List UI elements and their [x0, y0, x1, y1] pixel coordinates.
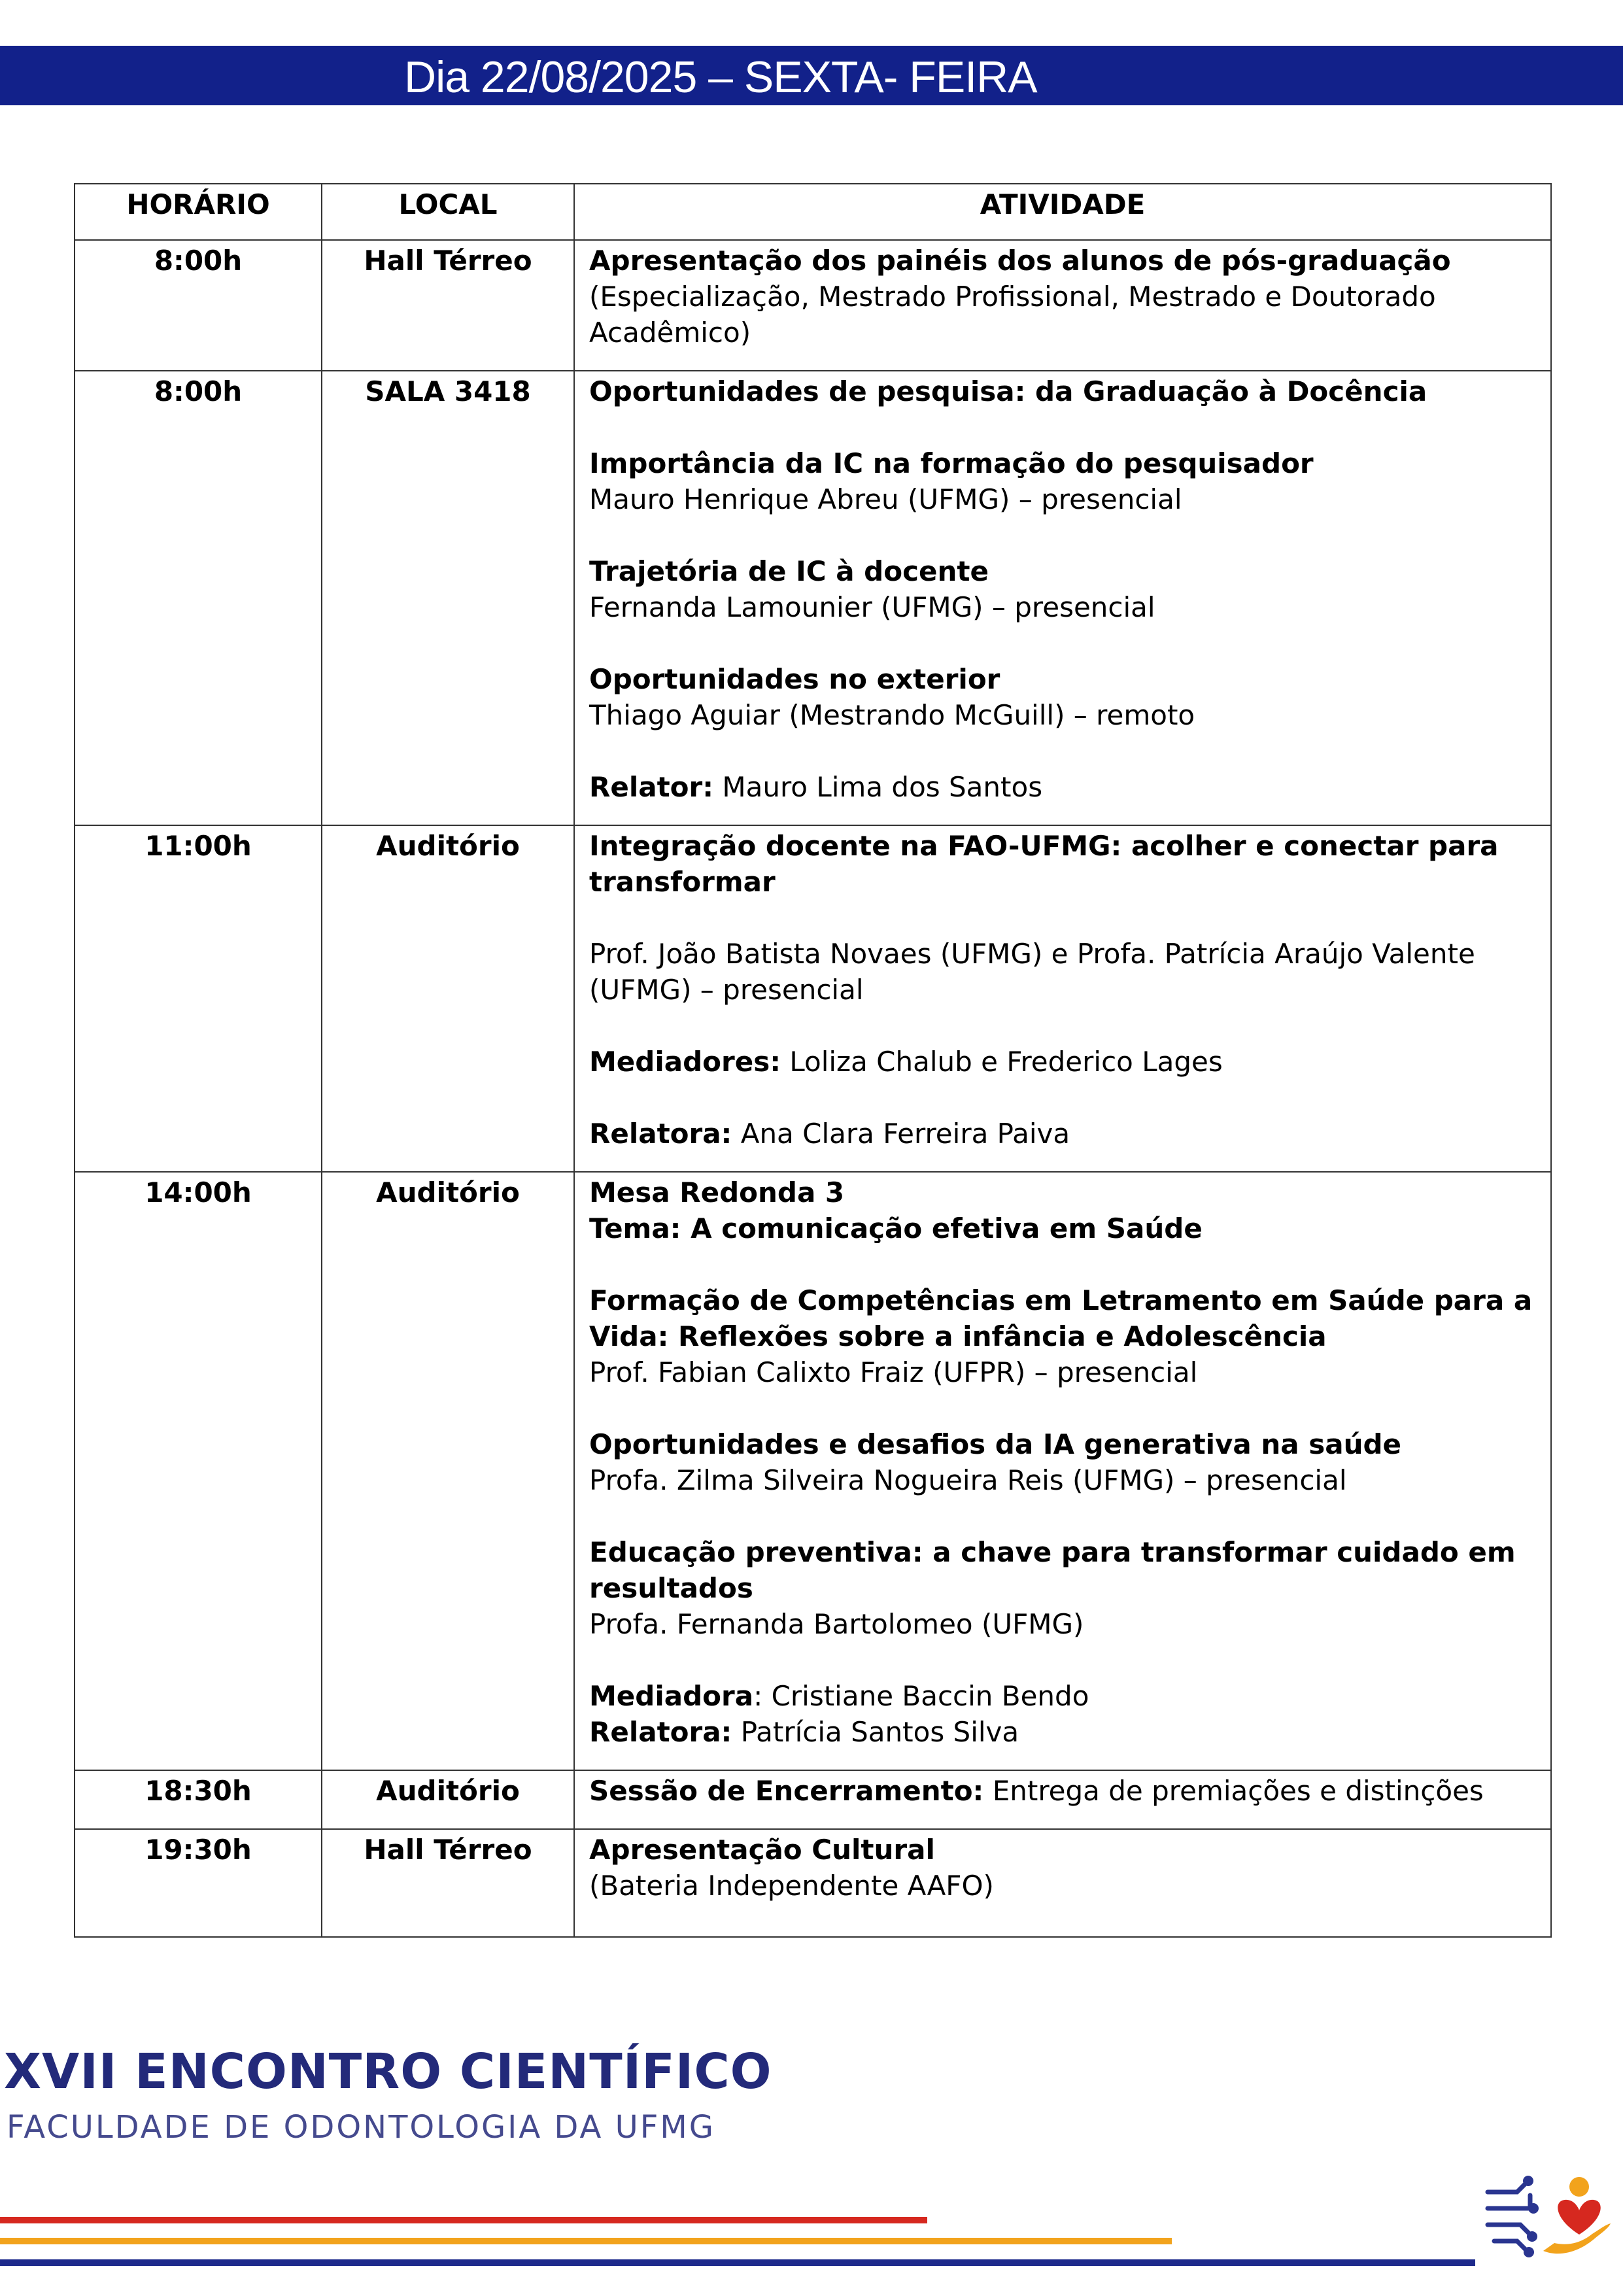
row-time: 19:30h — [75, 1829, 322, 1937]
relator-line — [589, 769, 1537, 805]
event-name: XVII ENCONTRO CIENTÍFICO — [4, 2044, 772, 2100]
activity-title: Apresentação dos painéis dos alunos de pós-graduação — [589, 245, 1451, 277]
column-header-place: LOCAL — [322, 184, 574, 240]
table-row — [75, 1829, 1551, 1937]
row-place: Auditório — [322, 1770, 574, 1829]
relator-line — [589, 1116, 1537, 1152]
table-row — [75, 825, 1551, 1172]
schedule-table — [74, 183, 1552, 1938]
relator-label: Relator: — [589, 771, 714, 803]
row-time: 8:00h — [75, 371, 322, 825]
mediators-line — [589, 1044, 1537, 1080]
talk-title: Oportunidades no exterior — [589, 663, 1000, 695]
row-activity — [574, 1172, 1551, 1770]
page-title: Dia 22/08/2025 – SEXTA- FEIRA — [404, 52, 1037, 102]
footer-line-red — [0, 2217, 927, 2223]
talk-speaker: Thiago Aguiar (Mestrando McGuill) – remoto — [589, 699, 1195, 731]
row-activity — [574, 371, 1551, 825]
table-row — [75, 1770, 1551, 1829]
row-activity — [574, 1829, 1551, 1937]
talk-title: Trajetória de IC à docente — [589, 555, 989, 587]
row-place: Hall Térreo — [322, 240, 574, 371]
talk-speaker: Mauro Henrique Abreu (UFMG) – presencial — [589, 483, 1182, 515]
institution-name: FACULDADE DE ODONTOLOGIA DA UFMG — [7, 2109, 715, 2146]
relator-name: Mauro Lima dos Santos — [713, 771, 1043, 803]
mediators-names: Loliza Chalub e Frederico Lages — [781, 1046, 1223, 1078]
activity-detail: Entrega de premiações e distinções — [983, 1775, 1484, 1807]
activity-theme: Tema: A comunicação efetiva em Saúde — [589, 1212, 1203, 1244]
talk-title: Formação de Competências em Letramento em Saúde para a Vida: Reflexões sobre a infância e Adolescência — [589, 1284, 1533, 1352]
column-header-time: HORÁRIO — [75, 184, 322, 240]
row-activity — [574, 240, 1551, 371]
relator-name: Patrícia Santos Silva — [732, 1716, 1019, 1748]
table-row — [75, 240, 1551, 371]
table-row — [75, 1172, 1551, 1770]
talk-speaker: Profa. Fernanda Bartolomeo (UFMG) — [589, 1608, 1084, 1640]
mediators-label: Mediadores: — [589, 1046, 781, 1078]
talk-title: Educação preventiva: a chave para transformar cuidado em resultados — [589, 1536, 1516, 1604]
row-time: 18:30h — [75, 1770, 322, 1829]
talk-title: Importância da IC na formação do pesquisador — [589, 447, 1314, 479]
talk-title: Oportunidades e desafios da IA generativa na saúde — [589, 1428, 1402, 1460]
relator-name: Ana Clara Ferreira Paiva — [732, 1118, 1070, 1150]
talk-speaker: Fernanda Lamounier (UFMG) – presencial — [589, 591, 1155, 623]
activity-title: Mesa Redonda 3 — [589, 1176, 845, 1208]
mediator-name: : Cristiane Baccin Bendo — [753, 1680, 1089, 1712]
circuit-heart-hand-logo-icon — [1481, 2172, 1612, 2270]
activity-title: Oportunidades de pesquisa: da Graduação à Docência — [589, 375, 1427, 407]
activity-speakers: Prof. João Batista Novaes (UFMG) e Profa. Patrícia Araújo Valente (UFMG) – presencial — [589, 938, 1475, 1006]
row-place: Auditório — [322, 825, 574, 1172]
relator-label: Relatora: — [589, 1716, 732, 1748]
table-row — [75, 371, 1551, 825]
row-place: SALA 3418 — [322, 371, 574, 825]
activity-line — [589, 1773, 1537, 1809]
mediator-label: Mediadora — [589, 1680, 754, 1712]
activity-detail: (Bateria Independente AAFO) — [589, 1870, 994, 1902]
relator-label: Relatora: — [589, 1118, 732, 1150]
talk-speaker: Profa. Zilma Silveira Nogueira Reis (UFMG) – presencial — [589, 1464, 1347, 1496]
row-activity — [574, 1770, 1551, 1829]
row-place: Auditório — [322, 1172, 574, 1770]
row-time: 8:00h — [75, 240, 322, 371]
relator-line — [589, 1714, 1537, 1750]
row-time: 14:00h — [75, 1172, 322, 1770]
footer-line-blue — [0, 2259, 1475, 2266]
footer-line-orange — [0, 2238, 1172, 2244]
column-header-activity: ATIVIDADE — [574, 184, 1551, 240]
row-place: Hall Térreo — [322, 1829, 574, 1937]
mediator-line — [589, 1678, 1537, 1714]
table-header-row — [75, 184, 1551, 240]
activity-title: Apresentação Cultural — [589, 1834, 935, 1866]
row-activity — [574, 825, 1551, 1172]
row-time: 11:00h — [75, 825, 322, 1172]
activity-detail: (Especialização, Mestrado Profissional, Mestrado e Doutorado Acadêmico) — [589, 281, 1436, 349]
activity-title: Integração docente na FAO-UFMG: acolher e conectar para transformar — [589, 830, 1499, 898]
activity-title: Sessão de Encerramento: — [589, 1775, 984, 1807]
talk-speaker: Prof. Fabian Calixto Fraiz (UFPR) – presencial — [589, 1356, 1198, 1388]
